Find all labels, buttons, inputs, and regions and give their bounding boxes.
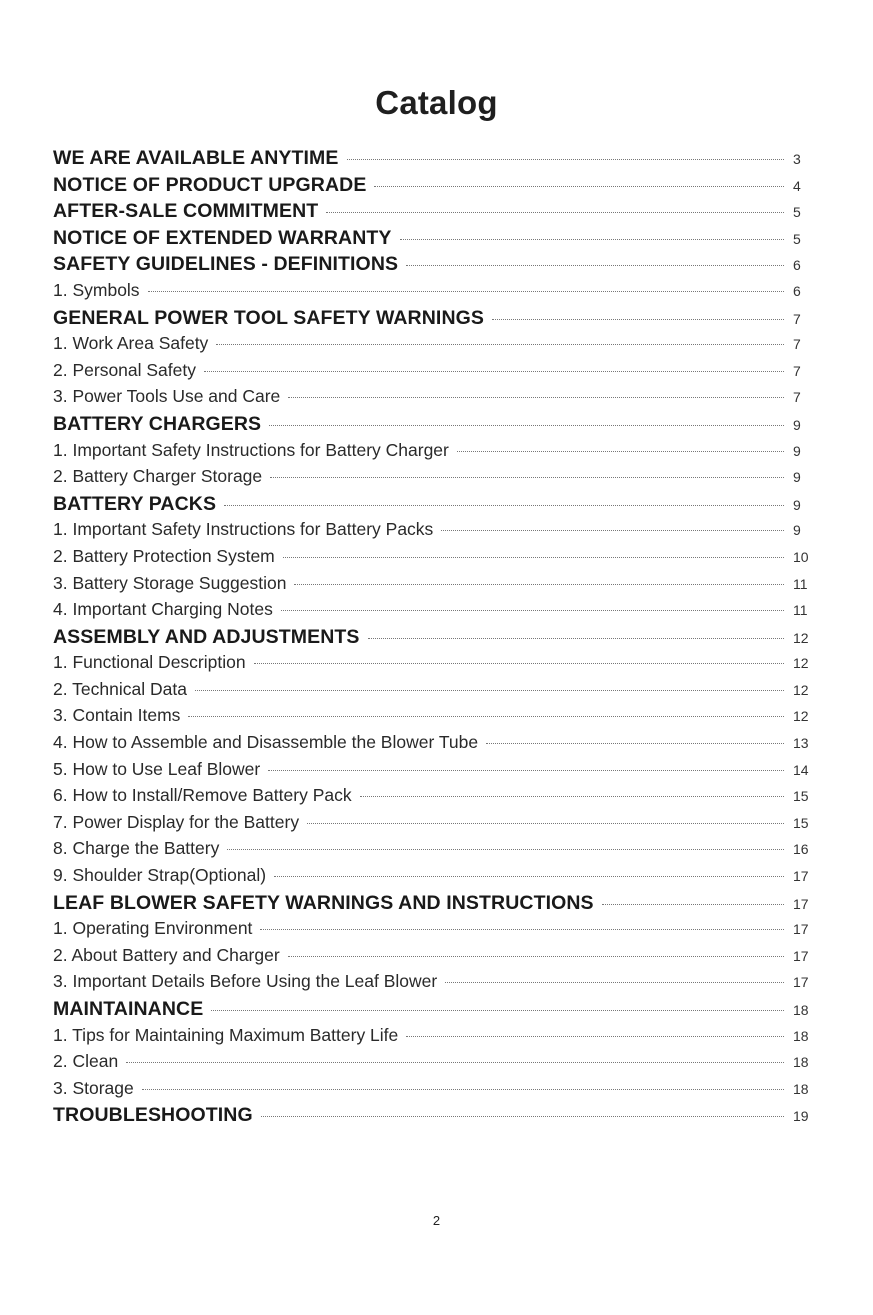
- toc-entry-page: 11: [793, 575, 808, 592]
- toc-entry-page: 14: [793, 761, 809, 778]
- toc-entry-page: 3: [793, 151, 801, 167]
- toc-entry-page: 9: [793, 469, 801, 486]
- toc-entry-label: 1. Important Safety Instructions for Battery Packs: [53, 519, 434, 540]
- dot-leader: [268, 770, 784, 771]
- toc-entry-label: NOTICE OF PRODUCT UPGRADE: [53, 173, 367, 196]
- toc-entry-label: 8. Charge the Battery: [53, 838, 220, 859]
- toc-entry-label: 1. Symbols: [53, 279, 140, 300]
- toc-entry-page: 13: [793, 735, 809, 752]
- toc-entry-page: 18: [793, 1054, 809, 1071]
- dot-leader: [445, 982, 784, 983]
- toc-entry-page: 5: [793, 230, 801, 247]
- toc-entry-page: 12: [793, 655, 809, 672]
- toc-entry-page: 4: [793, 177, 801, 194]
- toc-entry-page: 9: [793, 416, 801, 433]
- toc-entry: [53, 466, 815, 493]
- dot-leader: [492, 319, 784, 320]
- toc-section-heading: [53, 253, 815, 280]
- toc-entry-label: MAINTAINANCE: [53, 998, 204, 1020]
- dot-leader: [211, 1010, 784, 1011]
- toc-entry-page: 17: [793, 921, 809, 938]
- toc-entry-label: 6. How to Install/Remove Battery Pack: [53, 785, 352, 806]
- toc-section-heading: [53, 626, 815, 653]
- dot-leader: [227, 849, 784, 850]
- toc-entry: [53, 360, 815, 387]
- toc-entry-label: LEAF BLOWER SAFETY WARNINGS AND INSTRUCTIONS: [53, 891, 594, 914]
- toc-entry: [53, 705, 815, 732]
- toc-entry: [53, 1078, 815, 1105]
- toc-entry-page: 9: [793, 442, 801, 459]
- page-number: 2: [432, 1213, 441, 1228]
- toc-entry: [53, 1025, 815, 1052]
- toc-section-heading: [53, 227, 815, 254]
- toc-entry-label: 5. How to Use Leaf Blower: [53, 758, 261, 779]
- dot-leader: [486, 743, 784, 744]
- toc-entry: [53, 519, 815, 546]
- toc-entry-page: 12: [793, 681, 809, 698]
- toc-entry-label: GENERAL POWER TOOL SAFETY WARNINGS: [53, 306, 485, 329]
- toc-entry: [53, 759, 815, 786]
- dot-leader: [254, 663, 784, 664]
- dot-leader: [126, 1062, 784, 1063]
- toc-entry-label: AFTER-SALE COMMITMENT: [53, 200, 319, 223]
- dot-leader: [406, 1036, 784, 1037]
- toc-section-heading: [53, 998, 815, 1025]
- toc-entry-page: 11: [793, 602, 808, 619]
- toc-entry-label: 2. Clean: [53, 1051, 119, 1072]
- toc-entry: [53, 599, 815, 626]
- toc-entry-label: 4. Important Charging Notes: [53, 599, 273, 620]
- toc-entry-page: 15: [793, 814, 809, 831]
- toc-entry-label: 3. Power Tools Use and Care: [53, 386, 281, 407]
- toc-entry-page: 6: [793, 282, 801, 299]
- toc-entry-page: 17: [793, 974, 809, 991]
- toc-section-heading: [53, 307, 815, 334]
- dot-leader: [188, 716, 784, 717]
- toc-entry-label: 3. Battery Storage Suggestion: [53, 572, 287, 593]
- dot-leader: [288, 956, 784, 957]
- toc-section-heading: [53, 892, 815, 919]
- dot-leader: [347, 159, 784, 160]
- table-of-contents: [53, 147, 815, 1131]
- toc-entry-label: 3. Important Details Before Using the Leaf Blower: [53, 971, 438, 992]
- toc-entry: [53, 440, 815, 467]
- dot-leader: [368, 638, 785, 639]
- page-title: Catalog: [375, 84, 498, 121]
- toc-entry-page: 19: [793, 1108, 809, 1125]
- toc-entry-label: 4. How to Assemble and Disassemble the Blower Tube: [53, 732, 479, 753]
- toc-entry: [53, 546, 815, 573]
- toc-section-heading: [53, 1104, 815, 1131]
- dot-leader: [148, 291, 784, 292]
- dot-leader: [326, 212, 784, 213]
- toc-entry-page: 18: [793, 1080, 809, 1097]
- toc-entry-page: 7: [793, 310, 801, 327]
- toc-entry-page: 5: [793, 204, 801, 221]
- toc-entry-page: 18: [793, 1002, 809, 1018]
- dot-leader: [269, 425, 784, 426]
- toc-entry-label: 7. Power Display for the Battery: [53, 811, 300, 832]
- toc-entry-page: 17: [793, 868, 809, 885]
- toc-entry-label: SAFETY GUIDELINES - DEFINITIONS: [53, 253, 399, 276]
- toc-entry-page: 7: [793, 362, 801, 379]
- dot-leader: [260, 929, 784, 930]
- dot-leader: [204, 371, 784, 372]
- dot-leader: [195, 690, 784, 691]
- toc-section-heading: [53, 174, 815, 201]
- toc-section-heading: [53, 147, 815, 174]
- toc-entry-page: 12: [793, 629, 809, 646]
- toc-entry: [53, 785, 815, 812]
- dot-leader: [374, 186, 784, 187]
- dot-leader: [400, 239, 784, 240]
- toc-entry-label: 2. Personal Safety: [53, 359, 196, 380]
- toc-entry-page: 6: [793, 257, 801, 274]
- toc-entry: [53, 1051, 815, 1078]
- toc-entry-label: 1. Important Safety Instructions for Battery Charger: [53, 439, 449, 460]
- toc-entry-label: 1. Work Area Safety: [53, 333, 209, 354]
- dot-leader: [307, 823, 784, 824]
- toc-entry: [53, 573, 815, 600]
- toc-entry: [53, 918, 815, 945]
- toc-entry-label: 2. Technical Data: [53, 678, 187, 699]
- toc-entry-page: 9: [793, 496, 801, 513]
- toc-entry-page: 7: [793, 389, 801, 406]
- dot-leader: [288, 397, 784, 398]
- dot-leader: [281, 610, 784, 611]
- toc-entry-page: 10: [793, 548, 809, 565]
- toc-entry-page: 12: [793, 708, 809, 725]
- toc-entry: [53, 812, 815, 839]
- toc-entry: [53, 280, 815, 307]
- dot-leader: [224, 505, 784, 506]
- dot-leader: [441, 530, 784, 531]
- toc-entry-page: 15: [793, 788, 809, 805]
- dot-leader: [294, 584, 784, 585]
- toc-entry-label: 3. Storage: [53, 1077, 134, 1098]
- toc-entry-label: 2. Battery Protection System: [53, 545, 275, 566]
- dot-leader: [283, 557, 784, 558]
- toc-entry-label: NOTICE OF EXTENDED WARRANTY: [53, 226, 392, 249]
- toc-entry-page: 18: [793, 1027, 809, 1044]
- toc-entry-label: TROUBLESHOOTING: [53, 1104, 253, 1127]
- toc-entry: [53, 865, 815, 892]
- dot-leader: [216, 344, 784, 345]
- toc-entry-label: BATTERY CHARGERS: [53, 412, 262, 435]
- toc-entry-label: 2. About Battery and Charger: [53, 944, 280, 965]
- toc-section-heading: [53, 413, 815, 440]
- toc-entry: [53, 386, 815, 413]
- toc-entry-page: 17: [793, 895, 809, 912]
- toc-entry-label: WE ARE AVAILABLE ANYTIME: [53, 147, 339, 169]
- toc-section-heading: [53, 200, 815, 227]
- toc-entry-label: 3. Contain Items: [53, 705, 181, 726]
- toc-entry: [53, 838, 815, 865]
- toc-entry-page: 16: [793, 841, 809, 858]
- toc-entry: [53, 945, 815, 972]
- toc-entry-page: 9: [793, 522, 801, 539]
- toc-entry-label: 2. Battery Charger Storage: [53, 466, 263, 487]
- toc-entry: [53, 971, 815, 998]
- dot-leader: [274, 876, 784, 877]
- toc-entry-label: 1. Operating Environment: [53, 918, 253, 939]
- dot-leader: [142, 1089, 784, 1090]
- toc-entry-page: 7: [793, 336, 801, 353]
- toc-entry-label: 1. Tips for Maintaining Maximum Battery Life: [53, 1024, 399, 1045]
- dot-leader: [270, 477, 784, 478]
- toc-entry: [53, 732, 815, 759]
- toc-entry: [53, 652, 815, 679]
- toc-entry: [53, 333, 815, 360]
- toc-entry-page: 17: [793, 947, 809, 964]
- dot-leader: [360, 796, 784, 797]
- toc-section-heading: [53, 493, 815, 520]
- toc-entry-label: BATTERY PACKS: [53, 492, 217, 515]
- toc-entry-label: 1. Functional Description: [53, 652, 246, 673]
- dot-leader: [457, 451, 784, 452]
- dot-leader: [261, 1116, 784, 1117]
- toc-entry-label: 9. Shoulder Strap(Optional): [53, 865, 267, 886]
- dot-leader: [406, 265, 784, 266]
- toc-entry: [53, 679, 815, 706]
- toc-entry-label: ASSEMBLY AND ADJUSTMENTS: [53, 625, 360, 648]
- dot-leader: [602, 904, 784, 905]
